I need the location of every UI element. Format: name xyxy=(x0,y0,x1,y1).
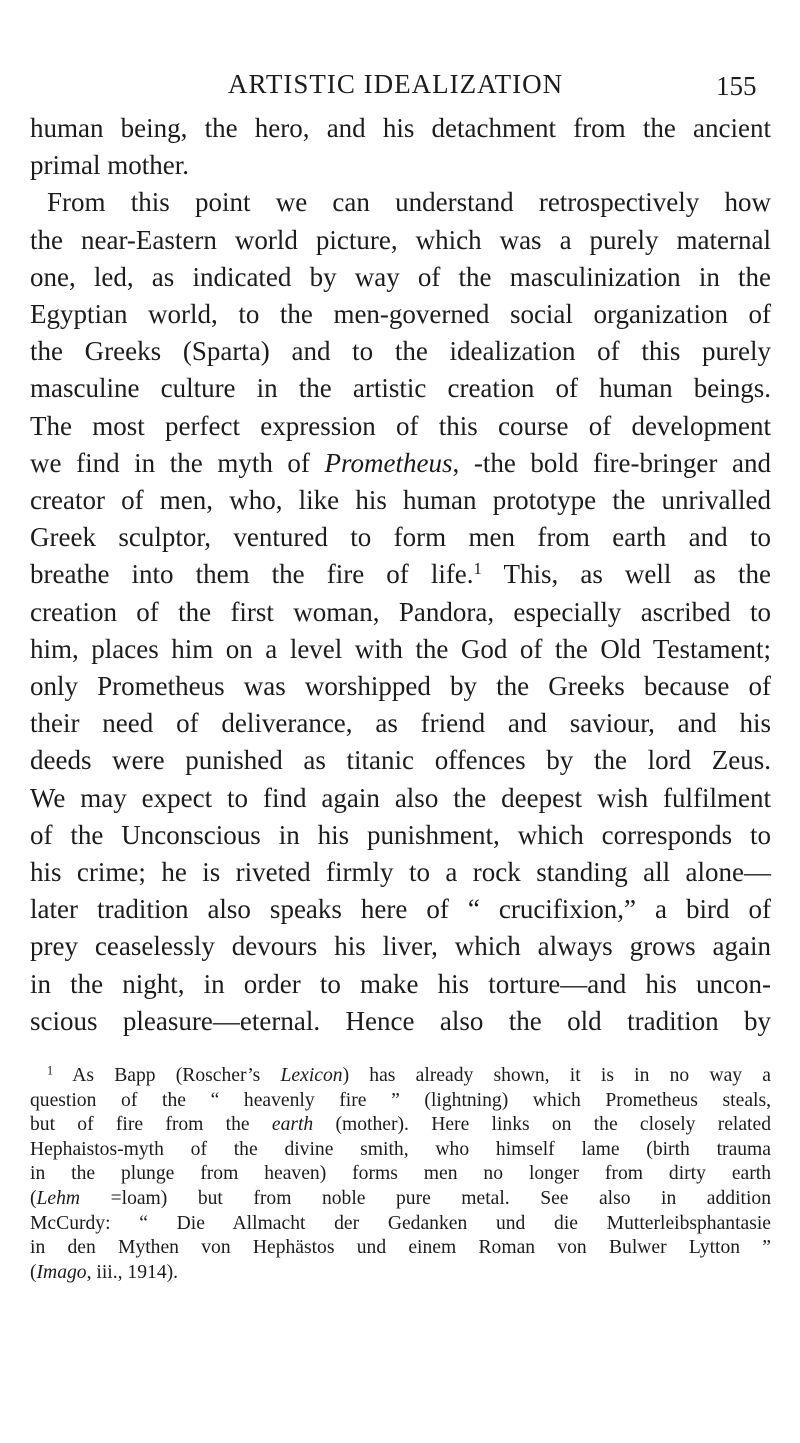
text-line: one, led, as indicated by way of the masculinization in the xyxy=(30,261,771,292)
text-run: As Bapp (Roscher’s xyxy=(53,1065,281,1086)
text-run: , -the bold fire-bringer and xyxy=(452,447,771,478)
running-head xyxy=(0,64,800,104)
italic-text: Lehm xyxy=(36,1187,81,1209)
text-run: ) has already shown, it is in no way a xyxy=(342,1065,771,1086)
text-run: This, as well as the xyxy=(481,559,772,590)
text-line: him, places him on a level with the God of the Old Testament; xyxy=(30,633,771,664)
running-head-title: ARTISTIC IDEALIZATION xyxy=(228,69,564,99)
text-line xyxy=(30,556,771,593)
text-line: deeds were punished as titanic offences by the lord Zeus. xyxy=(30,745,771,776)
footnote-line: question of the “ heavenly fire ” (lightning) which Prometheus steals, xyxy=(30,1089,771,1111)
footnote-line xyxy=(30,1187,771,1212)
body-text xyxy=(30,110,771,1040)
page-number: 155 xyxy=(716,71,757,101)
text-line: the near-Eastern world picture, which was a purely maternal xyxy=(30,224,771,255)
text-line: their need of deliverance, as friend and saviour, and his xyxy=(30,708,771,739)
text-line: creator of men, who, like his human prototype the unrivalled xyxy=(30,485,771,516)
text-run: (mother). Here links on the closely related xyxy=(313,1114,771,1136)
text-run: ( xyxy=(30,1261,37,1283)
text-line: human being, the hero, and his detachment from the ancient xyxy=(30,113,771,143)
text-line: Egyptian world, to the men-governed social organization of xyxy=(30,299,771,330)
text-line: later tradition also speaks here of “ crucifixion,” a bird of xyxy=(30,894,771,925)
text-line: We may expect to find again also the deepest wish fulfilment xyxy=(30,782,771,813)
text-line: only Prometheus was worshipped by the Greeks because of xyxy=(30,671,771,702)
text-run: we find in the myth of xyxy=(30,447,325,478)
italic-title-prometheus: Prometheus xyxy=(324,447,453,478)
footnote-reference[interactable]: 1 xyxy=(473,559,482,579)
text-run: but of fire from the xyxy=(30,1114,272,1136)
footnote-marker: 1 xyxy=(47,1063,54,1078)
footnote-line xyxy=(30,1261,771,1286)
text-line: of the Unconscious in his punishment, which corresponds to xyxy=(30,819,771,850)
footnote-line: McCurdy: “ Die Allmacht der Gedanken und die Mutterleibsphantasie xyxy=(30,1212,771,1234)
text-line: in the night, in order to make his torture—and his uncon- xyxy=(30,968,771,999)
footnote-line xyxy=(30,1113,771,1138)
footnote-line: Hephaistos-myth of the divine smith, who himself lame (birth trauma xyxy=(30,1138,771,1160)
footnote-line xyxy=(30,1064,771,1089)
text-run: , iii., 1914). xyxy=(86,1261,179,1283)
footnote xyxy=(30,1064,771,1285)
paragraph xyxy=(30,184,771,1040)
text-run: breathe into them the fire of life. xyxy=(30,559,474,590)
text-line: his crime; he is riveted firmly to a rock standing all alone— xyxy=(30,857,771,888)
text-line: From this point we can understand retrospectively how xyxy=(47,187,771,218)
text-line xyxy=(30,445,771,482)
text-line: creation of the first woman, Pandora, especially ascribed to xyxy=(30,596,771,627)
text-line: prey ceaselessly devours his liver, which always grows again xyxy=(30,931,771,962)
footnote-line: in the plunge from heaven) forms men no longer from dirty earth xyxy=(30,1163,771,1185)
text-line: the Greeks (Sparta) and to the idealization of this purely xyxy=(30,336,771,367)
paragraph xyxy=(30,110,771,184)
italic-text: earth xyxy=(271,1114,314,1136)
text-line: Greek sculptor, ventured to form men from earth and to xyxy=(30,522,771,553)
italic-text: Lexicon xyxy=(280,1065,343,1086)
text-line: The most perfect expression of this course of development xyxy=(30,410,771,441)
text-line: scious pleasure—eternal. Hence also the old tradition by xyxy=(30,1005,771,1036)
text-line: masculine culture in the artistic creation of human beings. xyxy=(30,373,771,404)
text-run: =loam) but from noble pure metal. See also in addition xyxy=(80,1187,771,1209)
italic-text: Imago xyxy=(36,1261,87,1283)
text-line: primal mother. xyxy=(30,150,189,181)
text-run: ( xyxy=(30,1187,37,1209)
footnote-line: in den Mythen von Hephästos und einem Roman von Bulwer Lytton ” xyxy=(30,1237,771,1259)
